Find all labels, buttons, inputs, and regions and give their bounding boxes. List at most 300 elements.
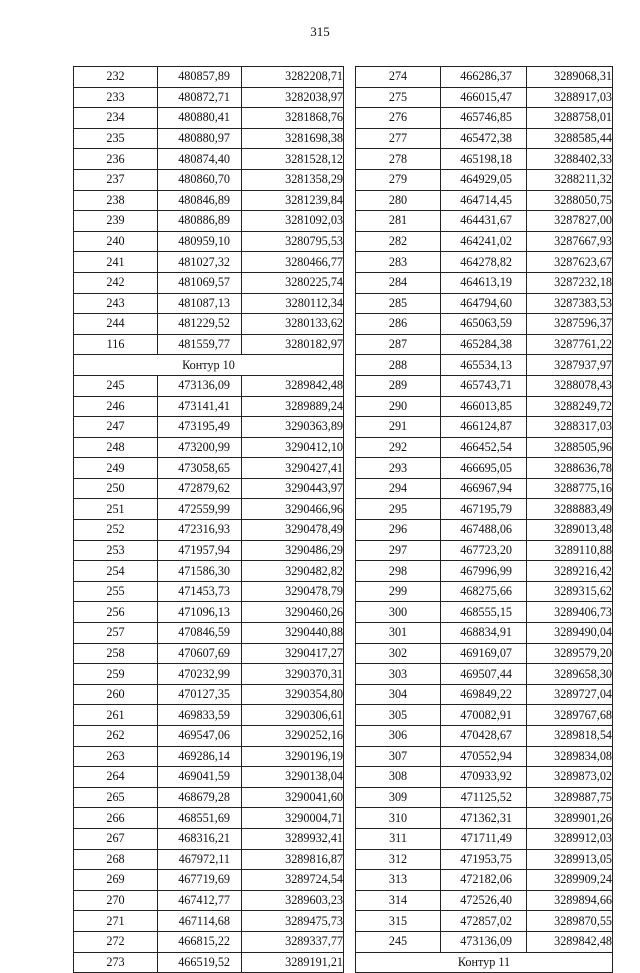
x-coordinate-cell: 481229,52 <box>158 314 242 335</box>
y-coordinate-cell: 3289842,48 <box>527 931 613 952</box>
x-coordinate-cell: 470082,91 <box>441 705 527 726</box>
y-coordinate-cell: 3289068,31 <box>527 67 613 88</box>
x-coordinate-cell: 469286,14 <box>158 746 242 767</box>
y-coordinate-cell: 3289913,05 <box>527 849 613 870</box>
y-coordinate-cell: 3290466,96 <box>242 499 344 520</box>
point-number-cell: 293 <box>356 458 441 479</box>
point-number-cell: 239 <box>74 211 158 232</box>
x-coordinate-cell: 472182,06 <box>441 870 527 891</box>
point-number-cell: 238 <box>74 190 158 211</box>
table-row <box>356 437 613 458</box>
table-row <box>356 272 613 293</box>
table-row <box>356 108 613 129</box>
y-coordinate-cell: 3281528,12 <box>242 149 344 170</box>
table-row <box>356 169 613 190</box>
table-row <box>356 252 613 273</box>
y-coordinate-cell: 3288505,96 <box>527 437 613 458</box>
table-row <box>356 293 613 314</box>
point-number-cell: 253 <box>74 540 158 561</box>
x-coordinate-cell: 467412,77 <box>158 890 242 911</box>
y-coordinate-cell: 3290482,82 <box>242 561 344 582</box>
table-row <box>356 540 613 561</box>
x-coordinate-cell: 469041,59 <box>158 767 242 788</box>
y-coordinate-cell: 3289603,23 <box>242 890 344 911</box>
table-row <box>74 540 344 561</box>
point-number-cell: 315 <box>356 911 441 932</box>
point-number-cell: 246 <box>74 396 158 417</box>
point-number-cell: 245 <box>356 931 441 952</box>
point-number-cell: 236 <box>74 149 158 170</box>
table-row <box>356 149 613 170</box>
y-coordinate-cell: 3290196,19 <box>242 746 344 767</box>
point-number-cell: 307 <box>356 746 441 767</box>
y-coordinate-cell: 3287667,93 <box>527 231 613 252</box>
point-number-cell: 309 <box>356 787 441 808</box>
y-coordinate-cell: 3282038,97 <box>242 87 344 108</box>
x-coordinate-cell: 464431,67 <box>441 211 527 232</box>
y-coordinate-cell: 3290417,27 <box>242 643 344 664</box>
table-row <box>74 334 344 355</box>
point-number-cell: 237 <box>74 169 158 190</box>
table-row <box>356 726 613 747</box>
table-row <box>74 478 344 499</box>
contour-header-row <box>356 952 613 973</box>
y-coordinate-cell: 3281239,84 <box>242 190 344 211</box>
x-coordinate-cell: 467723,20 <box>441 540 527 561</box>
x-coordinate-cell: 467114,68 <box>158 911 242 932</box>
y-coordinate-cell: 3289873,02 <box>527 767 613 788</box>
table-row <box>74 211 344 232</box>
point-number-cell: 278 <box>356 149 441 170</box>
y-coordinate-cell: 3288078,43 <box>527 375 613 396</box>
y-coordinate-cell: 3288402,33 <box>527 149 613 170</box>
point-number-cell: 272 <box>74 931 158 952</box>
table-row <box>74 931 344 952</box>
point-number-cell: 287 <box>356 334 441 355</box>
table-row <box>74 828 344 849</box>
point-number-cell: 116 <box>74 334 158 355</box>
table-row <box>74 952 344 973</box>
x-coordinate-cell: 465472,38 <box>441 128 527 149</box>
x-coordinate-cell: 464613,19 <box>441 272 527 293</box>
point-number-cell: 244 <box>74 314 158 335</box>
y-coordinate-cell: 3289901,26 <box>527 808 613 829</box>
x-coordinate-cell: 471953,75 <box>441 849 527 870</box>
x-coordinate-cell: 465534,13 <box>441 355 527 376</box>
table-row <box>356 190 613 211</box>
x-coordinate-cell: 469547,06 <box>158 726 242 747</box>
x-coordinate-cell: 470552,94 <box>441 746 527 767</box>
table-row <box>356 478 613 499</box>
x-coordinate-cell: 464241,02 <box>441 231 527 252</box>
x-coordinate-cell: 468275,66 <box>441 581 527 602</box>
y-coordinate-cell: 3280466,77 <box>242 252 344 273</box>
table-row <box>356 767 613 788</box>
x-coordinate-cell: 464794,60 <box>441 293 527 314</box>
x-coordinate-cell: 472316,93 <box>158 520 242 541</box>
x-coordinate-cell: 470607,69 <box>158 643 242 664</box>
point-number-cell: 301 <box>356 623 441 644</box>
x-coordinate-cell: 471362,31 <box>441 808 527 829</box>
x-coordinate-cell: 473200,99 <box>158 437 242 458</box>
point-number-cell: 270 <box>74 890 158 911</box>
x-coordinate-cell: 480846,89 <box>158 190 242 211</box>
y-coordinate-cell: 3288585,44 <box>527 128 613 149</box>
y-coordinate-cell: 3289842,48 <box>242 375 344 396</box>
point-number-cell: 258 <box>74 643 158 664</box>
point-number-cell: 252 <box>74 520 158 541</box>
y-coordinate-cell: 3289834,08 <box>527 746 613 767</box>
x-coordinate-cell: 473058,65 <box>158 458 242 479</box>
y-coordinate-cell: 3288249,72 <box>527 396 613 417</box>
y-coordinate-cell: 3289818,54 <box>527 726 613 747</box>
table-row <box>74 581 344 602</box>
point-number-cell: 263 <box>74 746 158 767</box>
x-coordinate-cell: 466967,94 <box>441 478 527 499</box>
y-coordinate-cell: 3288317,03 <box>527 417 613 438</box>
point-number-cell: 250 <box>74 478 158 499</box>
x-coordinate-cell: 480880,97 <box>158 128 242 149</box>
x-coordinate-cell: 472879,62 <box>158 478 242 499</box>
y-coordinate-cell: 3289579,20 <box>527 643 613 664</box>
y-coordinate-cell: 3289894,66 <box>527 890 613 911</box>
y-coordinate-cell: 3289932,41 <box>242 828 344 849</box>
point-number-cell: 286 <box>356 314 441 335</box>
point-number-cell: 312 <box>356 849 441 870</box>
point-number-cell: 261 <box>74 705 158 726</box>
table-row <box>356 355 613 376</box>
table-row <box>74 417 344 438</box>
point-number-cell: 279 <box>356 169 441 190</box>
point-number-cell: 269 <box>74 870 158 891</box>
y-coordinate-cell: 3290440,88 <box>242 623 344 644</box>
table-row <box>74 458 344 479</box>
table-row <box>74 911 344 932</box>
point-number-cell: 280 <box>356 190 441 211</box>
x-coordinate-cell: 480860,70 <box>158 169 242 190</box>
point-number-cell: 267 <box>74 828 158 849</box>
x-coordinate-cell: 472559,99 <box>158 499 242 520</box>
y-coordinate-cell: 3281698,38 <box>242 128 344 149</box>
y-coordinate-cell: 3289406,73 <box>527 602 613 623</box>
table-row <box>74 437 344 458</box>
table-row <box>74 808 344 829</box>
x-coordinate-cell: 472857,02 <box>441 911 527 932</box>
y-coordinate-cell: 3290460,26 <box>242 602 344 623</box>
x-coordinate-cell: 466286,37 <box>441 67 527 88</box>
y-coordinate-cell: 3281868,76 <box>242 108 344 129</box>
table-row <box>74 561 344 582</box>
x-coordinate-cell: 473136,09 <box>158 375 242 396</box>
x-coordinate-cell: 480880,41 <box>158 108 242 129</box>
x-coordinate-cell: 466519,52 <box>158 952 242 973</box>
x-coordinate-cell: 467972,11 <box>158 849 242 870</box>
y-coordinate-cell: 3289216,42 <box>527 561 613 582</box>
point-number-cell: 295 <box>356 499 441 520</box>
point-number-cell: 298 <box>356 561 441 582</box>
table-row <box>74 643 344 664</box>
table-row <box>356 643 613 664</box>
y-coordinate-cell: 3290363,89 <box>242 417 344 438</box>
point-number-cell: 268 <box>74 849 158 870</box>
x-coordinate-cell: 464714,45 <box>441 190 527 211</box>
y-coordinate-cell: 3287383,53 <box>527 293 613 314</box>
y-coordinate-cell: 3290354,80 <box>242 684 344 705</box>
x-coordinate-cell: 468316,21 <box>158 828 242 849</box>
y-coordinate-cell: 3287827,00 <box>527 211 613 232</box>
x-coordinate-cell: 469169,07 <box>441 643 527 664</box>
y-coordinate-cell: 3287596,37 <box>527 314 613 335</box>
x-coordinate-cell: 480872,71 <box>158 87 242 108</box>
point-number-cell: 276 <box>356 108 441 129</box>
point-number-cell: 257 <box>74 623 158 644</box>
x-coordinate-cell: 473195,49 <box>158 417 242 438</box>
table-row <box>356 396 613 417</box>
point-number-cell: 249 <box>74 458 158 479</box>
table-row <box>74 705 344 726</box>
table-row <box>356 931 613 952</box>
point-number-cell: 248 <box>74 437 158 458</box>
page-number: 315 <box>310 24 330 39</box>
x-coordinate-cell: 473141,41 <box>158 396 242 417</box>
y-coordinate-cell: 3290427,41 <box>242 458 344 479</box>
contour-label: Контур 11 <box>356 952 613 973</box>
x-coordinate-cell: 471125,52 <box>441 787 527 808</box>
y-coordinate-cell: 3289816,87 <box>242 849 344 870</box>
point-number-cell: 305 <box>356 705 441 726</box>
table-row <box>356 849 613 870</box>
y-coordinate-cell: 3290412,10 <box>242 437 344 458</box>
point-number-cell: 302 <box>356 643 441 664</box>
table-row <box>356 870 613 891</box>
x-coordinate-cell: 466013,85 <box>441 396 527 417</box>
point-number-cell: 313 <box>356 870 441 891</box>
x-coordinate-cell: 470933,92 <box>441 767 527 788</box>
table-row <box>356 458 613 479</box>
point-number-cell: 297 <box>356 540 441 561</box>
table-row <box>356 128 613 149</box>
y-coordinate-cell: 3289767,68 <box>527 705 613 726</box>
y-coordinate-cell: 3287623,67 <box>527 252 613 273</box>
x-coordinate-cell: 466452,54 <box>441 437 527 458</box>
y-coordinate-cell: 3289889,24 <box>242 396 344 417</box>
x-coordinate-cell: 468679,28 <box>158 787 242 808</box>
x-coordinate-cell: 470846,59 <box>158 623 242 644</box>
table-row <box>356 375 613 396</box>
point-number-cell: 294 <box>356 478 441 499</box>
table-row <box>356 520 613 541</box>
table-row <box>74 87 344 108</box>
point-number-cell: 259 <box>74 664 158 685</box>
x-coordinate-cell: 471453,73 <box>158 581 242 602</box>
point-number-cell: 283 <box>356 252 441 273</box>
y-coordinate-cell: 3280112,34 <box>242 293 344 314</box>
y-coordinate-cell: 3281092,03 <box>242 211 344 232</box>
point-number-cell: 251 <box>74 499 158 520</box>
table-row <box>356 231 613 252</box>
point-number-cell: 260 <box>74 684 158 705</box>
table-row <box>74 396 344 417</box>
point-number-cell: 273 <box>74 952 158 973</box>
x-coordinate-cell: 468551,69 <box>158 808 242 829</box>
x-coordinate-cell: 471957,94 <box>158 540 242 561</box>
point-number-cell: 232 <box>74 67 158 88</box>
x-coordinate-cell: 466015,47 <box>441 87 527 108</box>
y-coordinate-cell: 3280225,74 <box>242 272 344 293</box>
y-coordinate-cell: 3289912,03 <box>527 828 613 849</box>
point-number-cell: 241 <box>74 252 158 273</box>
y-coordinate-cell: 3289475,73 <box>242 911 344 932</box>
y-coordinate-cell: 3288775,16 <box>527 478 613 499</box>
coordinates-table-right <box>355 66 613 973</box>
table-row <box>74 499 344 520</box>
y-coordinate-cell: 3288883,49 <box>527 499 613 520</box>
table-row <box>74 190 344 211</box>
point-number-cell: 254 <box>74 561 158 582</box>
table-row <box>74 169 344 190</box>
x-coordinate-cell: 472526,40 <box>441 890 527 911</box>
y-coordinate-cell: 3289337,77 <box>242 931 344 952</box>
point-number-cell: 310 <box>356 808 441 829</box>
table-row <box>74 128 344 149</box>
y-coordinate-cell: 3290370,31 <box>242 664 344 685</box>
point-number-cell: 277 <box>356 128 441 149</box>
y-coordinate-cell: 3290478,79 <box>242 581 344 602</box>
point-number-cell: 296 <box>356 520 441 541</box>
y-coordinate-cell: 3290486,29 <box>242 540 344 561</box>
y-coordinate-cell: 3288636,78 <box>527 458 613 479</box>
table-row <box>74 726 344 747</box>
y-coordinate-cell: 3289490,04 <box>527 623 613 644</box>
x-coordinate-cell: 481559,77 <box>158 334 242 355</box>
x-coordinate-cell: 481069,57 <box>158 272 242 293</box>
y-coordinate-cell: 3288917,03 <box>527 87 613 108</box>
point-number-cell: 289 <box>356 375 441 396</box>
point-number-cell: 262 <box>74 726 158 747</box>
point-number-cell: 292 <box>356 437 441 458</box>
y-coordinate-cell: 3280133,62 <box>242 314 344 335</box>
point-number-cell: 288 <box>356 355 441 376</box>
x-coordinate-cell: 467996,99 <box>441 561 527 582</box>
point-number-cell: 284 <box>356 272 441 293</box>
point-number-cell: 247 <box>74 417 158 438</box>
x-coordinate-cell: 470428,67 <box>441 726 527 747</box>
y-coordinate-cell: 3290478,49 <box>242 520 344 541</box>
y-coordinate-cell: 3289191,21 <box>242 952 344 973</box>
x-coordinate-cell: 464278,82 <box>441 252 527 273</box>
table-row <box>74 252 344 273</box>
y-coordinate-cell: 3289909,24 <box>527 870 613 891</box>
table-row <box>356 705 613 726</box>
table-row <box>356 561 613 582</box>
table-row <box>356 787 613 808</box>
y-coordinate-cell: 3287937,97 <box>527 355 613 376</box>
table-row <box>356 808 613 829</box>
y-coordinate-cell: 3290041,60 <box>242 787 344 808</box>
point-number-cell: 243 <box>74 293 158 314</box>
y-coordinate-cell: 3289870,55 <box>527 911 613 932</box>
y-coordinate-cell: 3290443,97 <box>242 478 344 499</box>
x-coordinate-cell: 480959,10 <box>158 231 242 252</box>
point-number-cell: 274 <box>356 67 441 88</box>
point-number-cell: 291 <box>356 417 441 438</box>
x-coordinate-cell: 465284,38 <box>441 334 527 355</box>
point-number-cell: 299 <box>356 581 441 602</box>
table-row <box>74 664 344 685</box>
x-coordinate-cell: 473136,09 <box>441 931 527 952</box>
x-coordinate-cell: 470127,35 <box>158 684 242 705</box>
point-number-cell: 242 <box>74 272 158 293</box>
table-row <box>74 787 344 808</box>
y-coordinate-cell: 3290306,61 <box>242 705 344 726</box>
x-coordinate-cell: 466815,22 <box>158 931 242 952</box>
table-row <box>356 314 613 335</box>
y-coordinate-cell: 3289315,62 <box>527 581 613 602</box>
y-coordinate-cell: 3280182,97 <box>242 334 344 355</box>
coordinates-table-left <box>73 66 344 973</box>
table-row <box>74 231 344 252</box>
table-row <box>74 149 344 170</box>
table-row <box>74 623 344 644</box>
point-number-cell: 281 <box>356 211 441 232</box>
table-row <box>74 767 344 788</box>
x-coordinate-cell: 465063,59 <box>441 314 527 335</box>
point-number-cell: 240 <box>74 231 158 252</box>
table-row <box>356 211 613 232</box>
x-coordinate-cell: 468834,91 <box>441 623 527 644</box>
point-number-cell: 235 <box>74 128 158 149</box>
y-coordinate-cell: 3282208,71 <box>242 67 344 88</box>
table-row <box>74 746 344 767</box>
x-coordinate-cell: 471711,49 <box>441 828 527 849</box>
point-number-cell: 306 <box>356 726 441 747</box>
table-row <box>74 108 344 129</box>
y-coordinate-cell: 3288211,32 <box>527 169 613 190</box>
table-row <box>356 746 613 767</box>
x-coordinate-cell: 480857,89 <box>158 67 242 88</box>
x-coordinate-cell: 471586,30 <box>158 561 242 582</box>
y-coordinate-cell: 3281358,29 <box>242 169 344 190</box>
y-coordinate-cell: 3289110,88 <box>527 540 613 561</box>
table-row <box>356 602 613 623</box>
point-number-cell: 256 <box>74 602 158 623</box>
y-coordinate-cell: 3290252,16 <box>242 726 344 747</box>
y-coordinate-cell: 3289724,54 <box>242 870 344 891</box>
table-row <box>74 67 344 88</box>
table-row <box>356 623 613 644</box>
y-coordinate-cell: 3290004,71 <box>242 808 344 829</box>
point-number-cell: 290 <box>356 396 441 417</box>
table-row <box>74 272 344 293</box>
point-number-cell: 285 <box>356 293 441 314</box>
y-coordinate-cell: 3280795,53 <box>242 231 344 252</box>
x-coordinate-cell: 469507,44 <box>441 664 527 685</box>
x-coordinate-cell: 481027,32 <box>158 252 242 273</box>
y-coordinate-cell: 3289887,75 <box>527 787 613 808</box>
table-row <box>356 87 613 108</box>
x-coordinate-cell: 467719,69 <box>158 870 242 891</box>
table-row <box>356 684 613 705</box>
y-coordinate-cell: 3287761,22 <box>527 334 613 355</box>
table-row <box>74 870 344 891</box>
y-coordinate-cell: 3290138,04 <box>242 767 344 788</box>
point-number-cell: 304 <box>356 684 441 705</box>
point-number-cell: 308 <box>356 767 441 788</box>
point-number-cell: 311 <box>356 828 441 849</box>
point-number-cell: 265 <box>74 787 158 808</box>
table-row <box>356 828 613 849</box>
y-coordinate-cell: 3288050,75 <box>527 190 613 211</box>
